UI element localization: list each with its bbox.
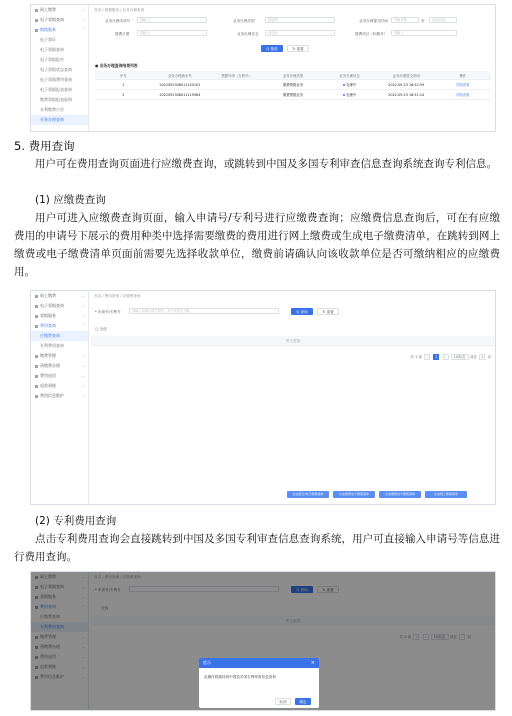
chevron-icon: ⌃	[81, 604, 85, 609]
paragraph: 点击专利费用查询会直接跳转到中国及多国专利审查信息查询系统，用户可直接输入申请号等信息进行费用查询。	[14, 533, 500, 563]
app-no-label: 业务办理申请号	[105, 19, 131, 23]
chevron-icon: ⌄	[81, 634, 85, 639]
total-count: 共 0 条	[399, 635, 412, 639]
sidebar-item[interactable]	[31, 115, 88, 125]
sidebar-item[interactable]	[31, 55, 88, 65]
sidebar-item-label: 电子票据报告	[40, 57, 64, 62]
sidebar-item[interactable]	[31, 321, 88, 331]
table-cell	[321, 82, 378, 87]
bank-icon	[35, 385, 38, 388]
select-all-checkbox[interactable]: 全选	[101, 606, 109, 610]
chevron-icon: ⌃	[81, 323, 85, 328]
applicant-label: 缴费日期	[115, 32, 130, 36]
date-label: 业务办理提交时间	[359, 19, 388, 23]
ok-button[interactable]: 确定	[295, 698, 311, 705]
app-no-input[interactable]: 请输入申请号或专利号，多个用逗号分隔	[129, 308, 279, 314]
sidebar-item-label: 网上缴费	[40, 293, 56, 298]
app-no-label: * 申请号/专利号	[95, 588, 121, 592]
sidebar-item-label: 缴费管理	[40, 634, 56, 639]
sidebar-item-label: 票据服务	[40, 313, 56, 318]
chevron-icon: ⌄	[81, 383, 85, 388]
chevron-icon: ⌄	[81, 373, 85, 378]
sidebar-item[interactable]	[31, 75, 88, 85]
sidebar-item[interactable]	[31, 341, 88, 351]
column-header: 业务办理状态	[339, 73, 360, 78]
table-row	[95, 80, 491, 90]
sidebar-item-label: 费用信息维护	[40, 674, 64, 679]
breadcrumb: 首页 / 费用查询 / 应缴费查询	[94, 294, 141, 298]
sidebar-item[interactable]	[31, 311, 88, 321]
status-select[interactable]: 请选择	[265, 30, 335, 36]
detail-link[interactable]: 详细查看	[455, 83, 470, 87]
reset-button[interactable]: ↻ 重置	[287, 45, 309, 52]
chevron-icon: ⌄	[81, 303, 85, 308]
status-dot-icon	[343, 94, 346, 97]
breadcrumb: 首页 / 费用查询 / 应缴费查询	[94, 575, 141, 579]
prev-page-button[interactable]: ‹	[424, 354, 430, 360]
type-label: 业务办理类型	[233, 19, 255, 23]
chevron-icon: ⌄	[81, 644, 85, 649]
main-panel	[91, 5, 495, 131]
column-header: 业务办理提交时间	[392, 73, 420, 78]
close-icon[interactable]: ×	[310, 660, 315, 666]
next-page-button[interactable]: ›	[443, 354, 449, 360]
chevron-icon: ⌄	[81, 574, 85, 579]
table-cell: 2022092308011115964	[159, 92, 201, 97]
sidebar-item-label: 费用信息维护	[40, 393, 64, 398]
sidebar	[31, 5, 89, 131]
chevron-icon: ⌄	[81, 393, 85, 398]
sidebar-item-label: 费用查询	[40, 604, 56, 609]
sidebar-item-label: 退款到账	[40, 664, 56, 669]
column-header: 业务办理流水号	[168, 73, 192, 78]
empty-text: 暂无数据	[285, 339, 301, 343]
section-heading: 5. 费用查询	[14, 139, 75, 153]
screenshot-fee-query	[30, 290, 496, 505]
sidebar-item-label: 电子票据查询	[40, 303, 64, 308]
sidebar-item[interactable]	[31, 361, 88, 371]
empty-text: 暂无数据	[285, 619, 301, 623]
sub-heading: (1) 应缴费查询	[35, 194, 106, 206]
chevron-icon: ⌄	[81, 293, 85, 298]
table-cell: 2022-09-23 16:52:59	[388, 82, 425, 87]
table-row	[95, 90, 491, 100]
doc-icon	[35, 19, 38, 22]
table-empty-row	[91, 336, 495, 346]
table-cell: 缴费票据业务	[282, 93, 304, 97]
data-icon	[35, 315, 38, 318]
sidebar-item-label: 数据服务	[40, 27, 56, 32]
table-cell: 缴费票据业务	[282, 83, 304, 87]
sidebar-item-label: 费用退回	[40, 373, 56, 378]
status-text: 处理中	[346, 83, 357, 87]
status-dot-icon	[343, 84, 346, 87]
sidebar-item-label: 电子票据费用查询	[40, 77, 72, 82]
cancel-button[interactable]: 取消	[275, 698, 291, 705]
breadcrumb: 首页 / 数据服务 / 业务办理查询	[94, 8, 145, 12]
status-label: 业务办理状态	[237, 32, 259, 36]
column-header: 序号	[119, 73, 127, 78]
confirm-dialog	[199, 658, 319, 708]
sidebar-item[interactable]	[31, 371, 88, 381]
goto-label: 前往	[449, 635, 458, 639]
column-header: 业务办理类型	[282, 73, 304, 78]
sidebar-item-label: 专利缴费公告	[40, 107, 64, 112]
sidebar-item-label: 费用退回	[40, 654, 56, 659]
sidebar-item[interactable]	[31, 391, 88, 401]
date-start-input[interactable]: 开始日期	[391, 17, 419, 23]
sidebar-item[interactable]	[31, 381, 88, 391]
chevron-icon: ⌄	[81, 17, 85, 22]
column-header: 操作	[459, 73, 467, 78]
chevron-icon: ⌄	[81, 353, 85, 358]
applicant-input[interactable]: 请输入	[137, 30, 207, 36]
app-no-input[interactable]: 请输入	[137, 17, 207, 23]
sidebar-item[interactable]	[31, 15, 88, 25]
date-sep: 至	[421, 19, 425, 23]
date-end-input[interactable]: 结束日期	[429, 17, 457, 23]
sidebar	[31, 291, 89, 504]
pagination	[410, 354, 491, 360]
sidebar-item-label: 网上缴费	[40, 7, 56, 12]
sidebar-item-label: 业务办理查询	[40, 117, 64, 122]
sidebar-item[interactable]	[31, 5, 88, 15]
table-cell: 2	[122, 92, 125, 97]
receipt-input[interactable]: 请输入	[391, 30, 457, 36]
chevron-icon: ⌄	[81, 313, 85, 318]
generate-list-button[interactable]: 生成缴费电子缴费清单	[333, 491, 375, 498]
type-select[interactable]: 请选择	[265, 17, 335, 23]
sidebar-item-label: 预缴费办理	[40, 644, 60, 649]
sidebar-item-label: 应缴费查询	[40, 333, 60, 338]
page-size-select[interactable]: 10条/页	[431, 634, 449, 640]
sidebar-item-label: 缴费票据报表说明	[40, 97, 72, 102]
dialog-header	[199, 658, 319, 668]
wallet-icon	[35, 365, 38, 368]
table-header-row	[95, 71, 491, 80]
data-icon	[35, 29, 38, 32]
goto-page-input[interactable]: 1	[481, 355, 484, 359]
generate-list-button[interactable]: 生成网上缴费清单	[425, 491, 467, 498]
chevron-icon: ⌄	[81, 594, 85, 599]
column-header: 票据号码（专利号）	[221, 73, 252, 78]
sidebar-item-label: 专利费用查询	[40, 343, 64, 348]
grid-icon	[35, 9, 38, 12]
table-cell	[321, 92, 378, 97]
reset-button[interactable]: ↻ 重置	[317, 308, 339, 315]
sidebar-item-label: 预缴费办理	[40, 363, 60, 368]
page-size-select[interactable]: 10条/页	[451, 354, 469, 360]
total-count: 共 1 条	[410, 355, 423, 359]
sidebar-item[interactable]	[31, 291, 88, 301]
sidebar-item[interactable]	[31, 25, 88, 35]
sidebar-item[interactable]	[31, 95, 88, 105]
grid-icon	[35, 295, 38, 298]
sidebar-item-label: 费用查询	[40, 323, 56, 328]
result-table	[95, 71, 491, 100]
table-cell: 2022-09-23 16:51:14	[388, 92, 425, 97]
screenshot-patent-fee-query	[30, 571, 496, 711]
chevron-icon: ⌄	[81, 654, 85, 659]
sidebar-item-label: 票据服务	[40, 594, 56, 599]
prev-page-button[interactable]: ‹	[413, 634, 419, 640]
sidebar-item[interactable]	[31, 105, 88, 115]
chevron-icon: ⌄	[81, 363, 85, 368]
section-title: ● 业务办理查询结果列表	[95, 63, 138, 68]
search-icon	[35, 325, 38, 328]
sidebar-item[interactable]	[31, 301, 88, 311]
app-no-label: * 申请号/专利号	[95, 310, 121, 314]
page-unit: 页	[467, 635, 471, 639]
generate-list-button[interactable]: 生成缴费电子缴费清单	[379, 491, 421, 498]
sidebar-item-label: 缴费管理	[40, 353, 56, 358]
sidebar-item-label: 网上缴费	[40, 574, 56, 579]
gear-icon	[35, 395, 38, 398]
paragraph: 用户可进入应缴费查询页面，输入申请号/专利号进行应缴费查询；应缴费信息查询后，可在有应缴费用的申请号下展示的费用种类中选择需要缴费的费用进行网上缴费或生成电子缴费清单，在跳转到网上缴费或电子缴费清单页面前需要先选择收款单位，缴费前请确认向该收款单位是否可缴纳相应的应缴费用。	[14, 212, 500, 278]
sidebar-item[interactable]	[31, 351, 88, 361]
search-button[interactable]: Q 搜索	[261, 45, 283, 52]
sidebar-item-label: 电子票证	[40, 37, 56, 42]
goto-label: 前往	[469, 355, 478, 359]
sidebar-item-label: 退款到账	[40, 383, 56, 388]
chevron-icon: ⌄	[81, 664, 85, 669]
query-button[interactable]: Q 查询	[291, 308, 313, 315]
list-icon	[35, 355, 38, 358]
table-cell: 1	[122, 82, 125, 87]
receipt-label: 缴费项目（标题号）	[355, 32, 388, 36]
paragraph: 用户可在费用查询页面进行应缴费查询，或跳转到中国及多国专利审查信息查询系统查询专利信息。	[35, 158, 497, 170]
sidebar-item[interactable]	[31, 45, 88, 55]
dialog-title: 提示	[203, 660, 211, 665]
select-all-checkbox[interactable]: □ 全选	[95, 327, 107, 331]
page-unit: 页	[487, 355, 491, 359]
sidebar-item[interactable]	[31, 35, 88, 45]
sidebar-item-label: 应缴费查询	[40, 614, 60, 619]
query-button[interactable]: Q 查询	[291, 586, 313, 593]
sidebar-item[interactable]	[31, 85, 88, 95]
chevron-icon: ⌄	[81, 584, 85, 589]
sidebar-item[interactable]	[31, 65, 88, 75]
sidebar-item-label: 电子票据查询	[40, 47, 64, 52]
sidebar-item-label: 专利费用查询	[40, 624, 64, 629]
sub-heading: (2) 专利费用查询	[35, 515, 117, 527]
chevron-icon: ⌄	[81, 7, 85, 12]
reset-button[interactable]: ↻ 重置	[317, 586, 339, 593]
next-page-button[interactable]: ›	[423, 634, 429, 640]
screenshot-business-query	[30, 4, 496, 132]
page-number[interactable]: 1	[435, 355, 438, 359]
status-text: 处理中	[346, 93, 357, 97]
table-cell: 2022092308011155102	[159, 82, 201, 87]
sidebar-item-label: 电子票据状态查询	[40, 67, 72, 72]
sidebar-item-label: 电子票据报表查询	[40, 87, 72, 92]
dialog-message: 此操作将跳转到中国及多国专利审查信息查询	[204, 675, 276, 679]
sidebar-item[interactable]	[31, 331, 88, 341]
chevron-icon: ⌃	[81, 27, 85, 32]
sidebar-item-label: 电子票据查询	[40, 17, 64, 22]
sidebar-item-label: 电子票据查询	[40, 584, 64, 589]
doc-icon	[35, 305, 38, 308]
detail-link[interactable]: 详细查看	[455, 93, 470, 97]
return-icon	[35, 375, 38, 378]
chevron-icon: ⌄	[81, 674, 85, 679]
main-panel	[91, 291, 495, 504]
generate-list-button[interactable]: 生成银行/电子缴费清单	[287, 491, 329, 498]
